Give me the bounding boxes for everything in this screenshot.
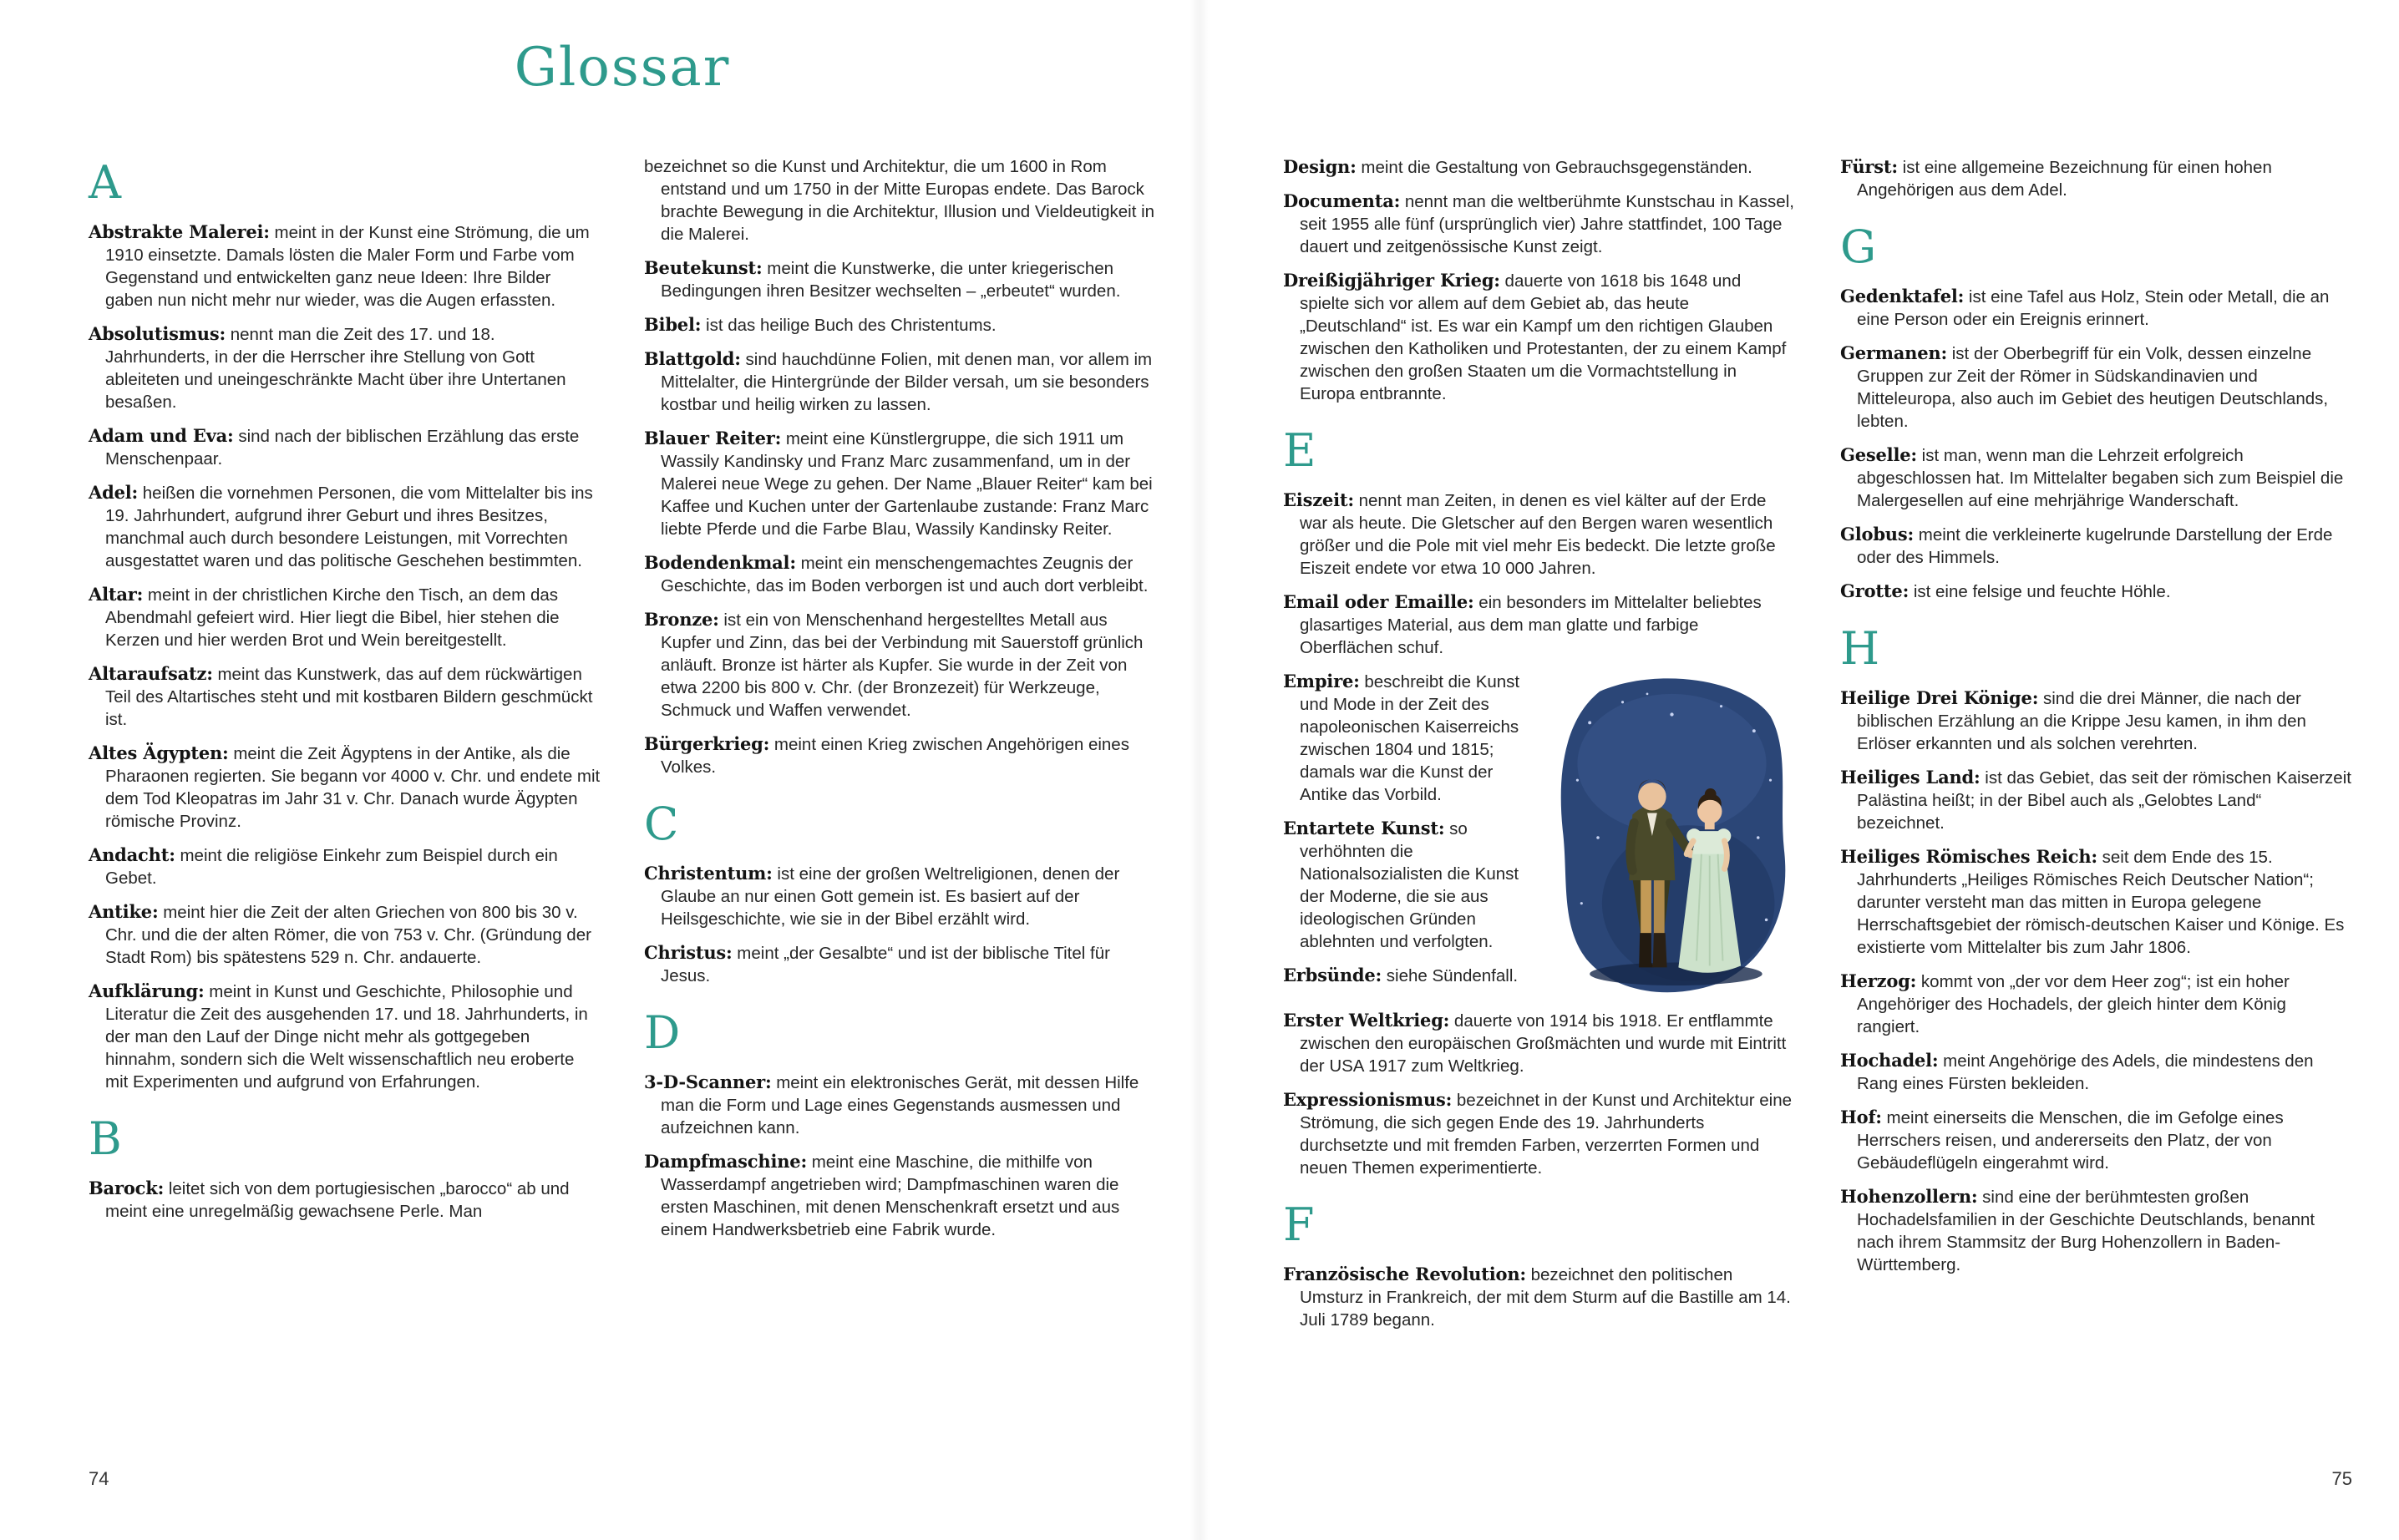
entry-term: Bronze: [644, 609, 719, 630]
entry-term: Christentum: [644, 863, 773, 884]
entry-term: Christus: [644, 942, 733, 963]
entry-term: Bürgerkrieg: [644, 733, 770, 754]
glossary-entry: Email oder Emaille: ein besonders im Mittelalter beliebtes glasartiges Material, aus dem man glatte und farbige Oberflächen schuf. [1283, 591, 1762, 657]
entry-continuation: bezeichnet so die Kunst und Architektur, die um 1600 in Rom entstand und um 1750 in der Mitte Europas endete. Das Barock brachte Bewegung in die Architektur, Illusion und Vieldeutigkeit in die Malerei. [644, 157, 1155, 244]
section-letter-B: B [89, 1112, 122, 1165]
entry-term: Geselle: [1840, 444, 1917, 465]
entry-term: Bodendenkmal: [644, 552, 796, 573]
glossary-entry: Christentum: ist eine der großen Weltreligionen, denen der Glaube an nur einen Gott gemein ist. Es basiert auf der Heilsgeschichte, wie sie in der Bibel erzählt wird. [644, 863, 1120, 929]
glossary-entry: Altes Ägypten: meint die Zeit Ägyptens in der Antike, als die Pharaonen regierten. Sie begann vor 4000 v. Chr. und endete mit dem Tod Kleopatras im Jahr 31 v. Chr. Danach wurde Ägypten römische Provinz. [89, 742, 601, 831]
glossary-entry: Bürgerkrieg: meint einen Krieg zwischen Angehörigen eines Volkes. [644, 733, 1129, 777]
entry-term: Dreißigjähriger Krieg: [1283, 270, 1500, 291]
page-title: Glossar [514, 37, 731, 99]
entry-term: Dampfmaschine: [644, 1151, 808, 1172]
entry-term: Altes Ägypten: [89, 742, 229, 763]
entry-term: Empire: [1283, 671, 1360, 691]
glossary-entry: Hohenzollern: sind eine der berühmtesten großen Hochadelsfamilien in der Geschichte Deutschlands, benannt nach ihrem Stammsitz der Burg Hohenzollern in Baden-Württemberg. [1840, 1186, 2315, 1274]
glossary-entry: Germanen: ist der Oberbegriff für ein Volk, dessen einzelne Gruppen zur Zeit der Römer in Südskandinavien und Mitteleuropa, also auch im Gebiet des heutigen Deutschlands, lebten. [1840, 342, 2329, 431]
glossary-entry: Gedenktafel: ist eine Tafel aus Holz, Stein oder Metall, die an eine Person oder ein Ereignis erinnert. [1840, 286, 2330, 329]
glossary-entry: Blauer Reiter: meint eine Künstlergruppe, die sich 1911 um Wassily Kandinsky und Franz Marc zusammenfand, um in der Malerei neue Wege zu gehen. Der Name „Blauer Reiter“ kam bei Kaffee und Kuchen unter der Gartenlaube zustande: Franz Marc liebte Pferde und die Farbe Blau, Wassily Kandinsky Reiter. [644, 428, 1153, 539]
glossary-entry: Aufklärung: meint in Kunst und Geschichte, Philosophie und Literatur die Zeit des ausgehenden 17. und 18. Jahrhunderts, in der man den Lauf der Dinge nicht mehr als gottgegeben hinnahm, sondern sich die Welt wissenschaftlich neu eroberte mit Experimenten und aufgrund von Erfahrungen. [89, 980, 588, 1092]
entry-term: Germanen: [1840, 342, 1948, 363]
glossary-entry: Hochadel: meint Angehörige des Adels, die mindestens den Rang eines Fürsten bekleiden. [1840, 1050, 2314, 1093]
glossary-entry: Abstrakte Malerei: meint in der Kunst eine Strömung, die um 1910 einsetzte. Damals lösten die Maler Form und Farbe vom Gegenstand und entwickelten ganz neue Ideen: Ihre Bilder gaben nun nicht mehr nur wieder, was die Augen erfassten. [89, 221, 590, 310]
glossary-entry: Altaraufsatz: meint das Kunstwerk, das auf dem rückwärtigen Teil des Altartisches steht und mit kostbaren Bildern geschmückt ist. [89, 663, 593, 729]
entry-term: Gedenktafel: [1840, 286, 1965, 306]
glossary-entry: Fürst: ist eine allgemeine Bezeichnung für einen hohen Angehörigen aus dem Adel. [1840, 156, 2272, 200]
glossary-entry: Adel: heißen die vornehmen Personen, die vom Mittelalter bis ins 19. Jahrhundert, aufgrund ihrer Geburt und ihres Besitzes, manchmal auch durch besondere Leistungen, mit Vorrechten ausgestattet waren und das politische Geschehen bestimmten. [89, 482, 593, 570]
entry-term: Heilige Drei Könige: [1840, 687, 2039, 708]
entry-term: Erster Weltkrieg: [1283, 1010, 1450, 1031]
entry-term: Eiszeit: [1283, 489, 1354, 510]
glossary-entry: Globus: meint die verkleinerte kugelrunde Darstellung der Erde oder des Himmels. [1840, 524, 2333, 567]
entry-term: Antike: [89, 901, 159, 922]
entry-term: Adel: [89, 482, 139, 503]
entry-term: Herzog: [1840, 970, 1917, 991]
glossary-entry: Heiliges Land: ist das Gebiet, das seit der römischen Kaiserzeit Palästina heißt; in der Bibel auch als „Gelobtes Land“ bezeichnet. [1840, 767, 2351, 833]
glossary-entry: Geselle: ist man, wenn man die Lehrzeit erfolgreich abgeschlossen hat. Im Mittelalter begaben sich zum Beispiel die Malergesellen auf eine mehrjährige Wanderschaft. [1840, 444, 2344, 510]
glossary-entry: Beutekunst: meint die Kunstwerke, die unter kriegerischen Bedingungen ihren Besitzer wechselten – „erbeutet“ wurden. [644, 257, 1121, 301]
entry-term: Französische Revolution: [1283, 1264, 1526, 1284]
page-number-left: 74 [89, 1468, 109, 1489]
entry-term: Heiliges Römisches Reich: [1840, 846, 2097, 867]
entry-term: Erbsünde: [1283, 965, 1382, 985]
entry-term: Bibel: [644, 314, 702, 335]
section-letter-A: A [89, 156, 121, 209]
entry-term: Absolutismus: [89, 323, 226, 344]
glossary-entry: Bibel: ist das heilige Buch des Christentums. [644, 314, 997, 335]
glossary-entry: Documenta: nennt man die weltberühmte Kunstschau in Kassel, seit 1955 alle fünf (ursprünglich vier) Jahre stattfindet, 100 Tage dauert und zeitgenössische Kunst zeigt. [1283, 190, 1794, 256]
glossary-entry: Eiszeit: nennt man Zeiten, in denen es viel kälter auf der Erde war als heute. Die Gletscher auf den Bergen waren wesentlich größer und die Pole mit viel mehr Eis bedeckt. Die letzte große Eiszeit endete vor etwa 10 000 Jahren. [1283, 489, 1776, 578]
glossary-entry: Dreißigjähriger Krieg: dauerte von 1618 bis 1648 und spielte sich vor allem auf dem Gebiet ab, das heute „Deutschland“ ist. Es war ein Kampf um den richtigen Glauben zwischen den Katholiken und Protestanten, der zu einem Kampf zwischen den großen Staaten um die Vormachtstellung in Europa entbrannte. [1283, 270, 1787, 403]
entry-term: Aufklärung: [89, 980, 205, 1001]
entry-term: Grotte: [1840, 580, 1910, 601]
entry-term: Altar: [89, 584, 144, 605]
section-letter-C: C [644, 798, 679, 850]
glossary-entry: Design: meint die Gestaltung von Gebrauchsgegenständen. [1283, 156, 1752, 177]
glossary-entry: Bronze: ist ein von Menschenhand hergestelltes Metall aus Kupfer und Zinn, das bei der Verbindung mit Sauerstoff grünlich anläuft. Bronze ist härter als Kupfer. Sie wurde in der Zeit von etwa 2200 bis 800 v. Chr. (der Bronzezeit) für Werkzeuge, Schmuck und Waffen verwendet. [644, 609, 1144, 720]
entry-term: Email oder Emaille: [1283, 591, 1474, 612]
entry-term: Blauer Reiter: [644, 428, 782, 448]
glossary-entry: Heiliges Römisches Reich: seit dem Ende des 15. Jahrhunderts „Heiliges Römisches Reich Deutscher Nation“; darunter versteht man das mitten in Europa gelegene Herrschaftsgebiet der römisch-deutschen Kaiser und Könige. Es existierte vom Mittelalter bis zum Jahr 1806. [1840, 846, 2345, 957]
entry-term: Heiliges Land: [1840, 767, 1981, 788]
entry-term: Entartete Kunst: [1283, 818, 1445, 838]
glossary-entry: Grotte: ist eine felsige und feuchte Höhle. [1840, 580, 2171, 601]
glossary-column-4 [1840, 155, 2352, 1287]
glossary-entry: Christus: meint „der Gesalbte“ und ist der biblische Titel für Jesus. [644, 942, 1110, 985]
entry-term: Beutekunst: [644, 257, 763, 278]
glossary-entry: Blattgold: sind hauchdünne Folien, mit denen man, vor allem im Mittelalter, die Hintergründe der Bilder versah, um sie besonders kostbar und heilig wirken zu lassen. [644, 348, 1153, 414]
glossary-entry: 3-D-Scanner: meint ein elektronisches Gerät, mit dessen Hilfe man die Form und Lage eines Gegenstands ausmessen und aufzeichnen kann. [644, 1071, 1139, 1137]
entry-term: Hochadel: [1840, 1050, 1939, 1071]
entry-term: Design: [1283, 156, 1357, 177]
glossary-entry: Adam und Eva: sind nach der biblischen Erzählung das erste Menschenpaar. [89, 425, 580, 469]
entry-term: Globus: [1840, 524, 1915, 545]
glossary-column-2 [644, 155, 1156, 1252]
page-number-right: 75 [2331, 1468, 2352, 1489]
glossary-entry: Herzog: kommt von „der vor dem Heer zog“; ist ein hoher Angehöriger des Hochadels, der gleich hinter dem König rangiert. [1840, 970, 2290, 1036]
glossary-entry: Bodendenkmal: meint ein menschengemachtes Zeugnis der Geschichte, das im Boden verborgen ist und auch dort verbleibt. [644, 552, 1149, 595]
entry-term: Documenta: [1283, 190, 1401, 211]
glossary-entry: Französische Revolution: bezeichnet den politischen Umsturz in Frankreich, der mit dem Sturm auf die Bastille am 14. Juli 1789 begann. [1283, 1264, 1791, 1330]
page-gutter [1189, 0, 1210, 1540]
entry-term: Hohenzollern: [1840, 1186, 1978, 1207]
glossary-entry: Empire: beschreibt die Kunst und Mode in der Zeit des napoleonischen Kaiserreichs zwischen 1804 und 1815; damals war die Kunst der Antike das Vorbild. [1283, 671, 1520, 804]
glossary-entry: Expressionismus: bezeichnet in der Kunst und Architektur eine Strömung, die sich gegen Ende des 19. Jahrhunderts durchsetzte und mit fremden Farben, verzerrten Formen und neuen Themen experimentierte. [1283, 1089, 1793, 1178]
section-letter-F: F [1283, 1198, 1315, 1251]
entry-term: Blattgold: [644, 348, 741, 369]
glossary-entry: Absolutismus: nennt man die Zeit des 17. und 18. Jahrhunderts, in der die Herrscher ihre Stellung von Gott ableiteten und uneingeschränkte Macht über ihre Untertanen besaßen. [89, 323, 566, 412]
glossary-entry: Antike: meint hier die Zeit der alten Griechen von 800 bis 30 v. Chr. und die der alten Römer, die von 753 v. Chr. (Gründung der Stadt Rom) bis spätestens 529 n. Chr. andauerte. [89, 901, 591, 967]
entry-term: 3-D-Scanner: [644, 1071, 772, 1092]
entry-term: Expressionismus: [1283, 1089, 1453, 1110]
entry-term: Altaraufsatz: [89, 663, 213, 684]
glossary-entry: Hof: meint einerseits die Menschen, die im Gefolge eines Herrschers reisen, und andererseits den Platz, der von Gebäudeflügeln eingerahmt wird. [1840, 1107, 2284, 1173]
glossary-entry: Altar: meint in der christlichen Kirche den Tisch, an dem das Abendmahl gefeiert wird. Hier liegt die Bibel, hier stehen die Kerzen und hier werden Brot und Wein bereitgestellt. [89, 584, 560, 650]
glossary-column-3 [1283, 155, 1795, 1342]
entry-term: Fürst: [1840, 156, 1898, 177]
glossary-entry: Barock: leitet sich von dem portugiesischen „barocco“ ab und meint eine unregelmäßig gewachsene Perle. Man [89, 1178, 570, 1221]
entry-term: Hof: [1840, 1107, 1882, 1127]
section-letter-G: G [1840, 220, 1877, 273]
section-letter-H: H [1840, 622, 1880, 675]
glossary-entry: Entartete Kunst: so verhöhnten die Nationalsozialisten die Kunst der Moderne, die sie aus ideologischen Gründen ablehnten und verfolgten. [1283, 818, 1519, 951]
entry-term: Abstrakte Malerei: [89, 221, 270, 242]
glossary-column-1 [89, 156, 601, 1234]
figure-text-wrap [1283, 670, 1795, 1009]
glossary-entry: Dampfmaschine: meint eine Maschine, die mithilfe von Wasserdampf angetrieben wird; Dampfmaschinen waren die ersten Maschinen, mit denen Menschenkraft ersetzt und aus einem Handwerksbetrieb eine Fabrik wurde. [644, 1151, 1120, 1239]
entry-term: Barock: [89, 1178, 165, 1198]
entry-term: Adam und Eva: [89, 425, 234, 446]
empire-couple-illustration [1549, 671, 1795, 1004]
section-letter-D: D [644, 1006, 681, 1059]
glossary-entry: Heilige Drei Könige: sind die drei Männer, die nach der biblischen Erzählung an die Krippe Jesu kamen, in ihm den Erlöser erkannten und als solchen verehrten. [1840, 687, 2306, 753]
glossary-entry: Andacht: meint die religiöse Einkehr zum Beispiel durch ein Gebet. [89, 844, 558, 888]
section-letter-E: E [1283, 424, 1316, 477]
glossary-entry: Erster Weltkrieg: dauerte von 1914 bis 1918. Er entflammte zwischen den europäischen Großmächten und wurde mit Eintritt der USA 1917 zum Weltkrieg. [1283, 1010, 1787, 1076]
entry-term: Andacht: [89, 844, 175, 865]
glossary-entry: Erbsünde: siehe Sündenfall. [1283, 965, 1519, 985]
